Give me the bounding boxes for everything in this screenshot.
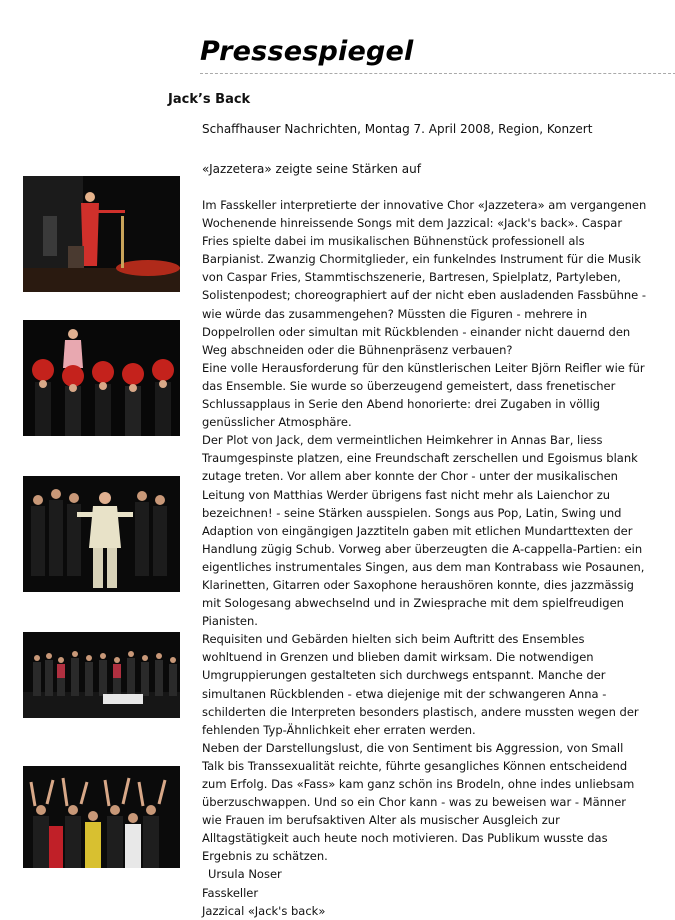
photo-solo-singer: [23, 176, 180, 292]
article-heading: Jack’s Back: [168, 92, 251, 107]
photo-soloist-with-choir: [23, 476, 180, 592]
paragraph: Eine volle Herausforderung für den künstlerischen Leiter Björn Reifler wie für das Ensemble. Sie wurde so überzeugend gemeistert, dass frenetischer Schlussapplaus in Serie den Abend honorierte: drei Zugaben in völlig genüsslicher Atmosphäre.: [202, 360, 645, 430]
article-body: [202, 196, 648, 920]
paragraph: Im Fasskeller interpretierte der innovative Chor «Jazzetera» am vergangenen Wochenende hinreissende Songs mit dem Jazzical: «Jack's back». Caspar Fries spielte dabei im musikalischen Bühnenstück professionell als Barpianist. Zwanzig Chormitglieder, ein funkelndes Instrument für die Musik von Caspar Fries, Stammtischszenerie, Bartresen, Spielplatz, Partyleben, Solistenpodest; choreographiert auf der nicht eben ausladenden Fassbühne - wie würde das zusammengehen? Müssten die Figuren - mehrere in Doppelrollen oder simultan mit Rückblenden - einander nicht dauernd den Weg abschneiden oder die Bühnenpräsenz verbauen?: [202, 198, 647, 357]
author-signature: Ursula Noser: [208, 867, 282, 882]
paragraph: Neben der Darstellungslust, die von Sentiment bis Aggression, von Small Talk bis Transsexualität reichte, führte gesangliches Können entscheidend zum Erfolg. Das «Fass» kam ganz schön ins Brodeln, ohne indes unliebsam überzuschwappen. Und so ein Chor kann - was zu beweisen war - Männer wie Frauen im berufsaktiven Alter als musischer Ausgleich zur Alltagstätigkeit auch heute noch motivieren. Das Publikum wusste das Ergebnis zu schätzen.: [202, 740, 635, 864]
paragraph: Requisiten und Gebärden hielten sich beim Auftritt des Ensembles wohltuend in Grenzen und blieben damit wirksam. Die notwendigen Umgruppierungen gestalteten sich durchwegs entspannt. Manche der simultanen Rückblenden - etwa diejenige mit der schwangeren Anna - schilderten die Interpreten besonders plastisch, andere mussten wegen der fehlenden Typ-Ähnlichkeit eher erraten werden.: [202, 632, 639, 737]
photo-ensemble-fans: [23, 320, 180, 436]
source-line: Schaffhauser Nachrichten, Montag 7. April 2008, Region, Konzert: [202, 122, 593, 136]
paragraph: Der Plot von Jack, dem vermeintlichen Heimkehrer in Annas Bar, liess Traumgespinste platzen, eine Freundschaft zerschellen und Egoismus blank zutage treten. Vor allem aber konnte der Chor - unter der musikalischen Leitung von Matthias Werder übrigens fast nicht mehr als Laienchor zu bezeichnen! - seine Stärken ausspielen. Songs aus Pop, Latin, Swing und Adaption von eingängigen Jazztiteln gaben mit etlichen Mundarttexten der Handlung zügig Schub. Vorweg aber überzeugten die A-cappella-Partien: ein eigentliches instrumentales Singen, aus dem man Kontrabass wie Posaunen, Klarinetten, Gitarren oder Saxophone heraushören konnte, dies jazzmässig mit Sologesang abwechselnd und in Zwiesprache mit dem spielfreudigen Pianisten.: [202, 433, 645, 629]
article-lead: «Jazzetera» zeigte seine Stärken auf: [202, 162, 421, 176]
photo-full-ensemble: [23, 632, 180, 718]
photo-ensemble-applause: [23, 766, 180, 868]
page-title: Pressespiegel: [200, 36, 414, 67]
show-line: Jazzical «Jack's back»: [202, 903, 326, 918]
title-divider: [200, 73, 675, 74]
venue-line: Fasskeller: [202, 885, 259, 900]
